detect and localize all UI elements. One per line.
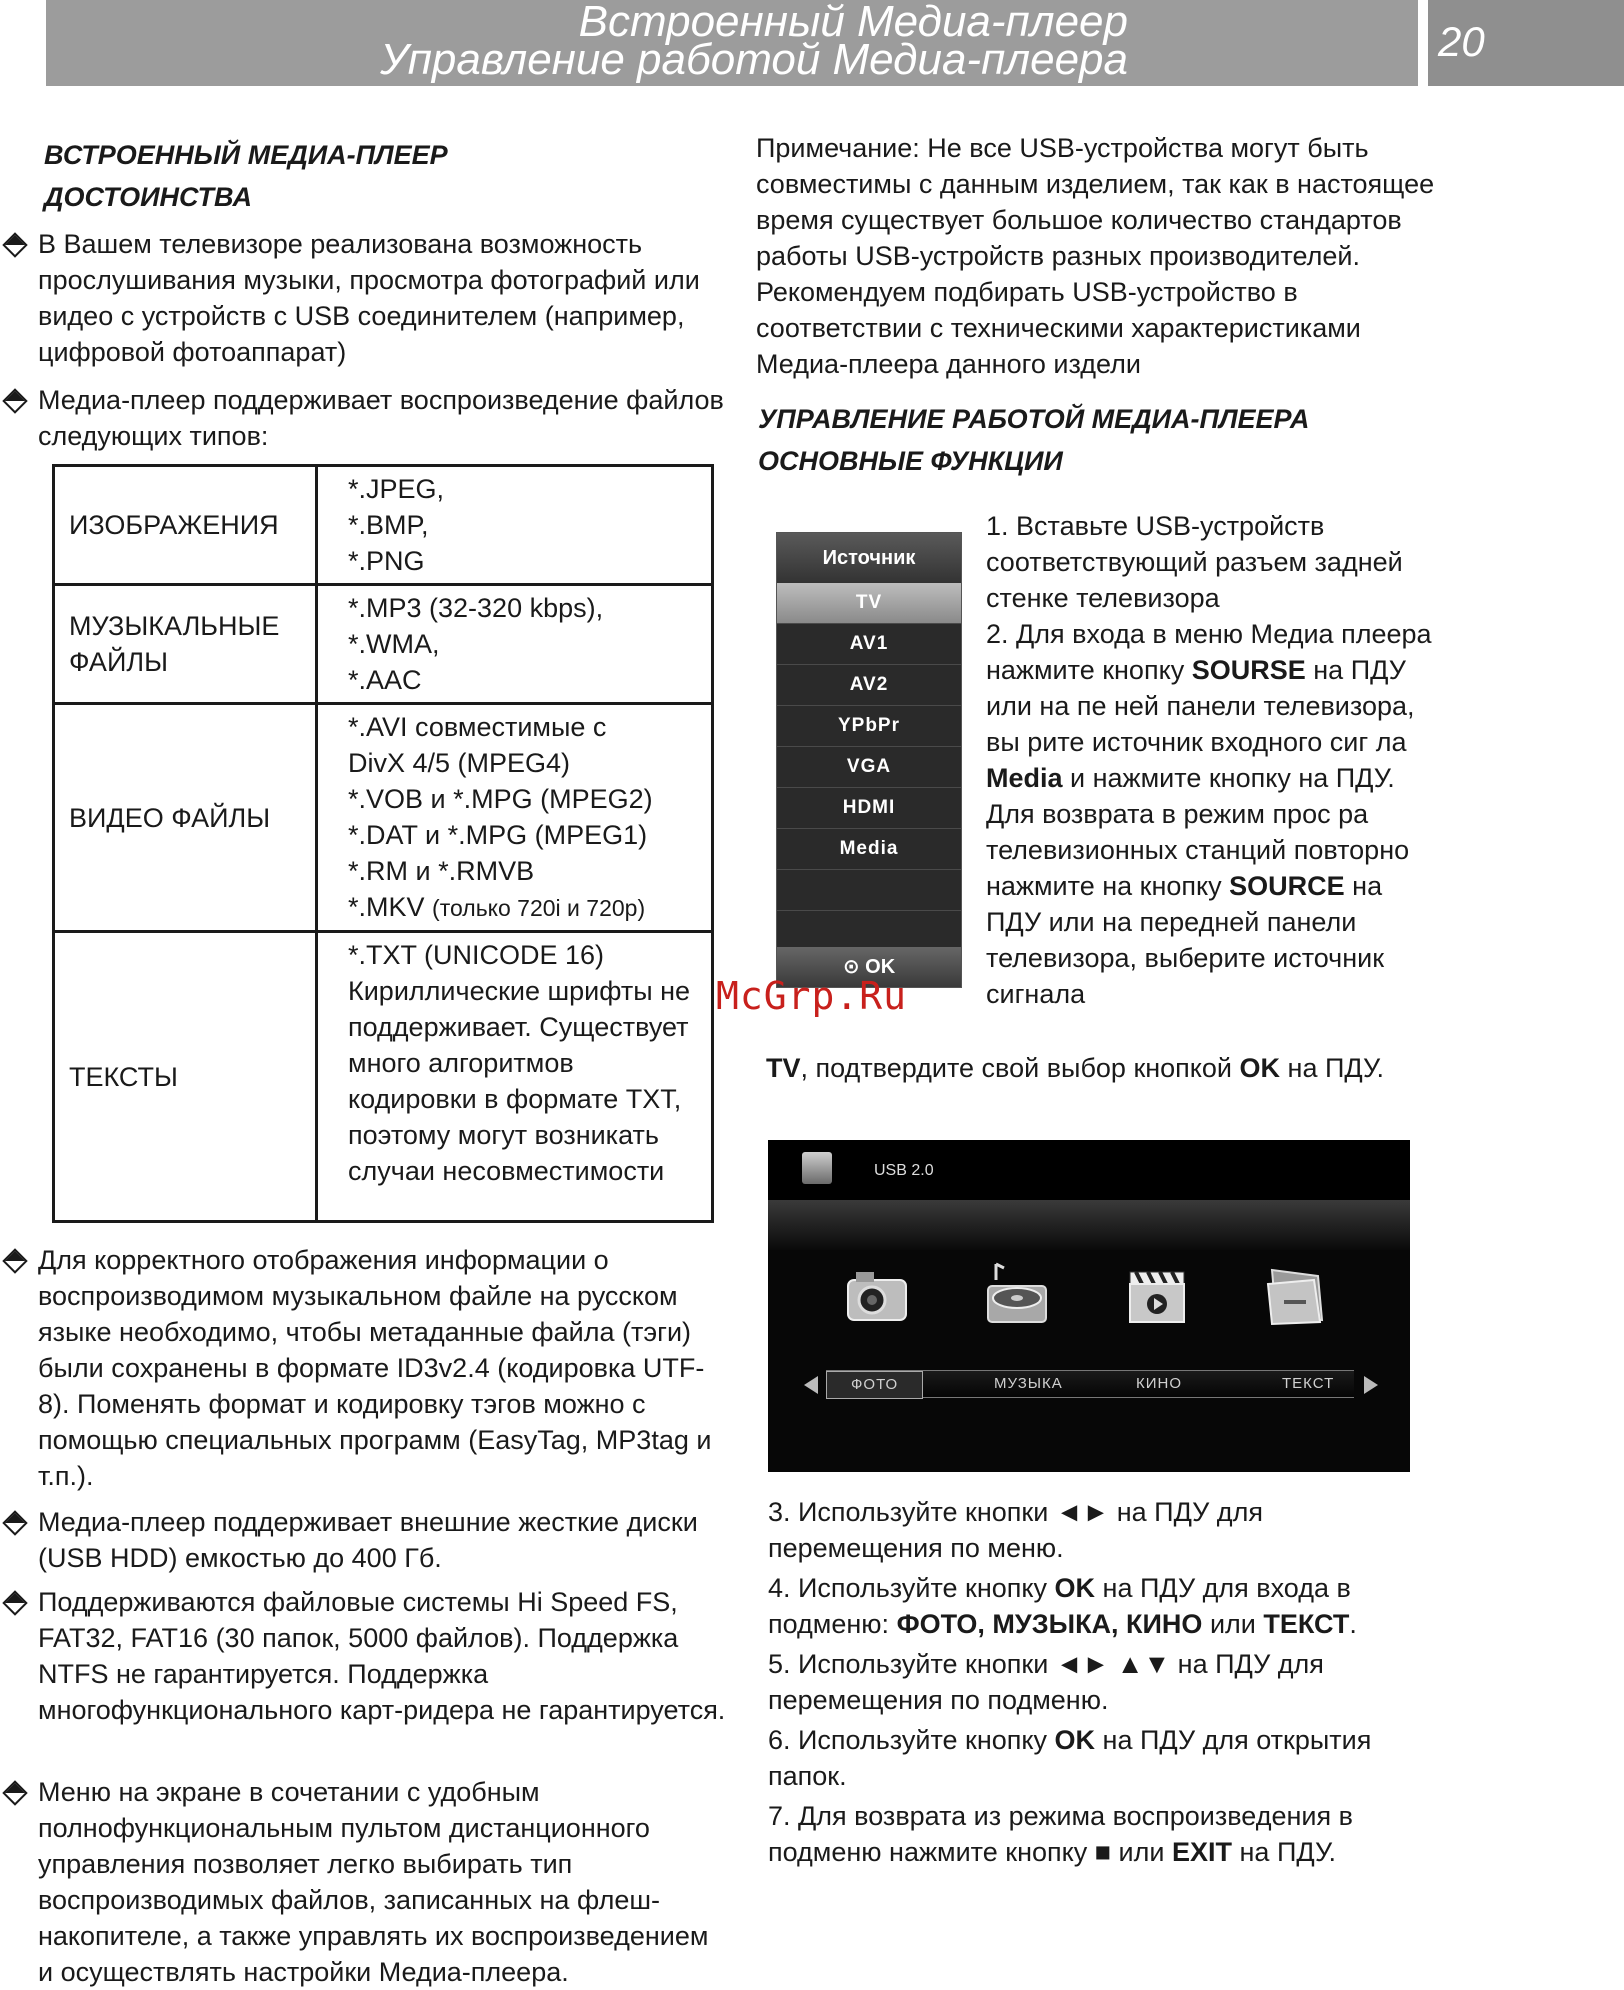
source-item-tv[interactable]: TV bbox=[777, 583, 961, 624]
diamond-bullet-icon bbox=[2, 1590, 27, 1615]
return-text: на ПДУ. bbox=[1287, 1053, 1385, 1083]
music-disc-icon[interactable] bbox=[982, 1260, 1052, 1330]
sourse-key: SOURSE bbox=[1191, 655, 1306, 685]
file-types-table bbox=[52, 464, 714, 1223]
compatibility-note: Примечание: Не все USB-устройства могут быть совместимы с данным изделием, так как в настоящее время существует большое количество стандартов работы USB-устройств разных производителей. Рекомендуем подбирать USB-устройство в соответствии с техническими характеристиками Медиа-плеера данного издели bbox=[756, 133, 1435, 379]
step-5: 5. Используйте кнопки ◄► ▲▼ на ПДУ для перемещения по подменю. bbox=[768, 1649, 1324, 1715]
table-formats bbox=[317, 466, 713, 585]
format-line: *.BMP, bbox=[348, 510, 429, 540]
watermark: McGrp.Ru bbox=[716, 974, 908, 1018]
arrow-right-icon[interactable] bbox=[1364, 1376, 1378, 1394]
media-top-bar bbox=[768, 1140, 1410, 1200]
bullet-remote-menu bbox=[0, 1774, 730, 1990]
table-row bbox=[54, 466, 713, 585]
step-4-text: на ПДУ для входа в подменю: bbox=[768, 1573, 1351, 1639]
step-4-period: . bbox=[1349, 1609, 1357, 1639]
submenu-names: ФОТО, МУЗЫКА, КИНО bbox=[896, 1609, 1203, 1639]
step-3: 3. Используйте кнопки ◄► на ПДУ для перемещения по меню. bbox=[768, 1497, 1263, 1563]
format-line: *.RM и *.RMVB bbox=[348, 856, 535, 886]
step-2-text: 2. Для входа в меню Медиа плеера нажмите кнопку bbox=[986, 619, 1432, 685]
step-7-text: на ПДУ. bbox=[1239, 1837, 1337, 1867]
source-item-media[interactable]: Media bbox=[777, 829, 961, 870]
section-heading: УПРАВЛЕНИЕ РАБОТОЙ МЕДИА-ПЛЕЕРА bbox=[758, 404, 1310, 434]
source-item-empty bbox=[777, 870, 961, 911]
table-row bbox=[54, 932, 713, 1222]
section-subheading: ДОСТОИНСТВА bbox=[44, 182, 252, 212]
format-line: DivX 4/5 (MPEG4) bbox=[348, 748, 571, 778]
usb-icon bbox=[802, 1152, 832, 1184]
source-item-hdmi[interactable]: HDMI bbox=[777, 788, 961, 829]
header-title-line2: Управление работой Медиа-плеера bbox=[380, 35, 1128, 84]
return-instructions bbox=[986, 796, 1436, 1012]
diamond-bullet-icon bbox=[2, 388, 27, 413]
format-line: *.AVI совместимые с bbox=[348, 712, 607, 742]
format-line: *.AAC bbox=[348, 665, 422, 695]
header-title-line1: Встроенный Медиа-плеер bbox=[578, 0, 1128, 46]
format-line: *.JPEG, bbox=[348, 474, 445, 504]
page-number: 20 bbox=[1438, 18, 1485, 65]
bullet-text: Медиа-плеер поддерживает внешние жесткие диски (USB HDD) емкостью до 400 Гб. bbox=[38, 1507, 698, 1573]
step-2 bbox=[986, 616, 1436, 796]
source-menu bbox=[776, 532, 962, 988]
steps-3-7 bbox=[768, 1494, 1428, 1870]
bullet-file-systems bbox=[0, 1584, 730, 1728]
bullet-id3-tags bbox=[0, 1242, 730, 1494]
source-menu-title: Источник bbox=[777, 533, 961, 583]
table-row bbox=[54, 704, 713, 932]
header-band bbox=[46, 0, 1418, 86]
ok-circle-icon: ⊙ bbox=[842, 956, 860, 978]
diamond-bullet-icon bbox=[2, 1248, 27, 1273]
ok-key: OK bbox=[1054, 1573, 1096, 1603]
bullet-usb-media bbox=[0, 226, 730, 370]
media-player-screen bbox=[768, 1140, 1410, 1472]
bullet-text: Медиа-плеер поддерживает воспроизведение файлов следующих типов: bbox=[38, 385, 724, 451]
ok-key: OK bbox=[1239, 1053, 1281, 1083]
source-item-ypbpr[interactable]: YPbPr bbox=[777, 706, 961, 747]
table-formats bbox=[317, 585, 713, 704]
diamond-bullet-icon bbox=[2, 1510, 27, 1535]
return-text: Для возврата в режим прос ра телевизионных станций повторно нажмите на кнопку bbox=[986, 799, 1410, 901]
format-line: *.VOB и *.MPG (MPEG2) bbox=[348, 784, 653, 814]
diamond-bullet-icon bbox=[2, 232, 27, 257]
step-4-text: или bbox=[1209, 1609, 1256, 1639]
table-category: ИЗОБРАЖЕНИЯ bbox=[54, 466, 317, 585]
step-6-text: на ПДУ для открытия папок. bbox=[768, 1725, 1372, 1791]
source-item-vga[interactable]: VGA bbox=[777, 747, 961, 788]
table-row bbox=[54, 585, 713, 704]
ok-key: OK bbox=[1054, 1725, 1096, 1755]
bullet-file-types bbox=[0, 382, 730, 454]
clapperboard-icon[interactable] bbox=[1124, 1260, 1194, 1330]
camera-icon[interactable] bbox=[842, 1260, 912, 1330]
left-heading bbox=[44, 134, 704, 218]
steps-1-2 bbox=[986, 508, 1436, 1012]
diamond-bullet-icon bbox=[2, 1780, 27, 1805]
tab-text[interactable]: ТЕКСТ bbox=[1282, 1375, 1335, 1392]
tv-key: TV bbox=[766, 1053, 801, 1083]
step-1: 1. Вставьте USB-устройств соответствующий разъем задней стенке телевизора bbox=[986, 511, 1403, 613]
mkv-format: *.MKV bbox=[348, 892, 425, 922]
bullet-text: Меню на экране в сочетании с удобным полнофункциональным пультом дистанционного управления позволяет легко выбирать тип воспроизводимых файлов, записанных на флеш-накопителе, а также управлять их воспроизведением и осуществлять настройки Медиа-плеера. bbox=[38, 1777, 709, 1987]
format-line: *.TXT (UNICODE 16) Кириллические шрифты не поддерживает. Существует много алгоритмов кодировки в формате TXT, поэтому могут возникать случаи несовместимости bbox=[348, 940, 691, 1186]
step-6 bbox=[768, 1722, 1428, 1794]
media-tab-bar bbox=[826, 1370, 1354, 1398]
step-2-text: и нажмите кнопку на ПДУ. bbox=[1070, 763, 1395, 793]
step-4-text: 4. Используйте кнопку bbox=[768, 1573, 1048, 1603]
table-category: ТЕКСТЫ bbox=[54, 932, 317, 1222]
return-text: , подтвердите свой выбор кнопкой bbox=[800, 1053, 1233, 1083]
step-7 bbox=[768, 1798, 1428, 1870]
section-heading: ВСТРОЕННЫЙ МЕДИА-ПЛЕЕР bbox=[44, 140, 448, 170]
mkv-note: (только 720i и 720p) bbox=[432, 895, 646, 921]
format-line: *.DAT и *.MPG (MPEG1) bbox=[348, 820, 648, 850]
format-line: *.WMA, bbox=[348, 629, 440, 659]
table-formats bbox=[317, 932, 713, 1222]
format-line bbox=[348, 889, 711, 926]
step-4 bbox=[768, 1570, 1428, 1642]
bullet-text: В Вашем телевизоре реализована возможность прослушивания музыки, просмотра фотографий или видео с устройств с USB соединителем (например, цифровой фотоаппарат) bbox=[38, 229, 700, 367]
media-band bbox=[768, 1200, 1410, 1250]
tab-photo[interactable]: ФОТО bbox=[826, 1371, 923, 1399]
table-category: МУЗЫКАЛЬНЫЕ ФАЙЛЫ bbox=[54, 585, 317, 704]
return-text: на ПДУ или на передней панели телевизора, выберите источник сигнала bbox=[986, 871, 1385, 1009]
arrow-left-icon[interactable] bbox=[804, 1376, 818, 1394]
source-item-av2[interactable]: AV2 bbox=[777, 665, 961, 706]
exit-key: EXIT bbox=[1171, 1837, 1232, 1867]
ok-label: OK bbox=[865, 956, 896, 978]
tab-music[interactable]: МУЗЫКА bbox=[994, 1375, 1063, 1392]
right-heading bbox=[758, 398, 1438, 482]
step-2-text: на ПДУ или на пе ней панели телевизора, вы рите источник входного сиг ла bbox=[986, 655, 1415, 757]
usb-label: USB 2.0 bbox=[874, 1162, 934, 1179]
bullet-text: Поддерживаются файловые системы Hi Speed FS, FAT32, FAT16 (30 папок, 5000 файлов). Поддержка NTFS не гарантируется. Поддержка многофункционального карт-ридера не гарантируется. bbox=[38, 1587, 726, 1725]
table-category: ВИДЕО ФАЙЛЫ bbox=[54, 704, 317, 932]
format-line: *.MP3 (32-320 kbps), bbox=[348, 593, 604, 623]
step-6-text: 6. Используйте кнопку bbox=[768, 1725, 1048, 1755]
format-line: *.PNG bbox=[348, 546, 425, 576]
source-key: SOURCE bbox=[1229, 871, 1345, 901]
bullet-usb-hdd bbox=[0, 1504, 730, 1576]
section-subheading: ОСНОВНЫЕ ФУНКЦИИ bbox=[758, 446, 1063, 476]
step-7-text: 7. Для возврата из режима воспроизведения в подменю нажмите кнопку ■ или bbox=[768, 1801, 1353, 1867]
bullet-text: Для корректного отображения информации о воспроизводимом музыкальном файле на русском языке необходимо, чтобы метаданные файла (тэги) были сохранены в формате ID3v2.4 (кодировка UTF-8). Поменять формат и кодировку тэгов можно с помощью специальных программ (EasyTag, MP3tag и т.п.). bbox=[38, 1245, 712, 1491]
tab-movie[interactable]: КИНО bbox=[1136, 1375, 1183, 1392]
return-instructions-continued bbox=[766, 1050, 1426, 1086]
table-formats bbox=[317, 704, 713, 932]
source-item-av1[interactable]: AV1 bbox=[777, 624, 961, 665]
submenu-text: ТЕКСТ bbox=[1263, 1609, 1350, 1639]
media-key: Media bbox=[986, 763, 1063, 793]
document-stack-icon[interactable] bbox=[1262, 1260, 1332, 1330]
